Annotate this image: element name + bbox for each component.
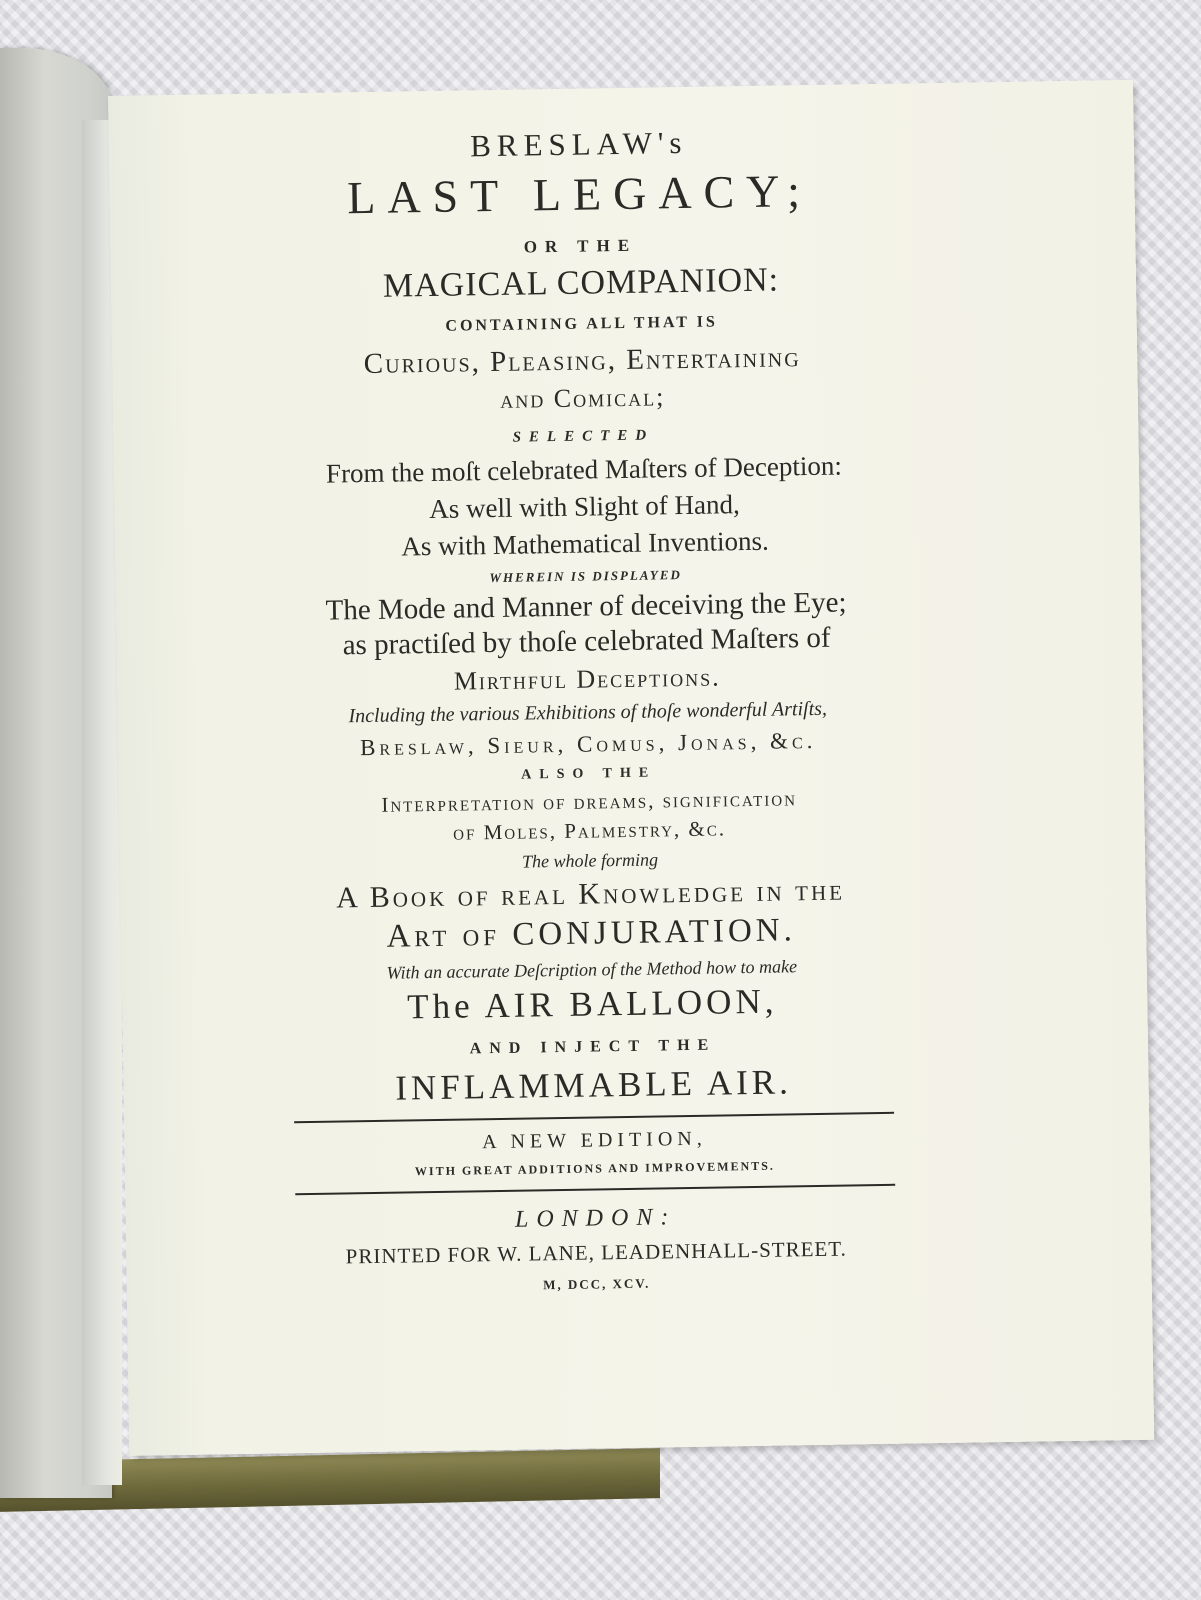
title-page	[108, 80, 1154, 1456]
title-line-artists: Breslaw, Sieur, Comus, Jonas, &c.	[359, 727, 817, 761]
title-line-also-the: ALSO THE	[521, 765, 657, 783]
imprint-city: LONDON:	[514, 1204, 677, 1233]
title-line-selected: SELECTED	[512, 427, 655, 446]
imprint-date: M, DCC, XCV.	[543, 1275, 651, 1293]
title-line-mirthful: Mirthful Deceptions.	[453, 662, 721, 696]
title-line-slight-of-hand: As well with Slight of Hand,	[429, 489, 740, 525]
title-line-last-legacy: LAST LEGACY;	[346, 164, 813, 224]
title-line-book: A Book of real Knowledge in the	[335, 873, 846, 915]
title-line-magical-companion: MAGICAL COMPANION:	[382, 261, 780, 305]
title-line-including: Including the various Exhibitions of thoſe wonderful Artiſts,	[348, 697, 828, 728]
edition-line: A NEW EDITION,	[481, 1127, 707, 1154]
rule-bottom	[295, 1184, 895, 1195]
title-line-comical: and Comical;	[500, 382, 666, 414]
title-line-inflammable: INFLAMMABLE AIR.	[395, 1062, 793, 1108]
title-line-air-balloon: The AIR BALLOON,	[406, 981, 778, 1027]
title-line-masters: From the moſt celebrated Maſters of Deception:	[325, 450, 843, 489]
title-block	[254, 124, 922, 1296]
title-line-description: With an accurate Deſcription of the Method how to make	[386, 956, 798, 983]
title-line-wherein: WHEREIN IS DISPLAYED	[489, 567, 682, 586]
title-line-breslaws: BRESLAW's	[469, 124, 688, 164]
title-line-containing: CONTAINING ALL THAT IS	[445, 313, 718, 335]
title-line-interpretation: Interpretation of dreams, signification	[381, 786, 798, 817]
title-line-practised: as practiſed by thoſe celebrated Maſters of	[342, 621, 831, 662]
title-line-whole-forming: The whole forming	[521, 849, 659, 872]
title-line-curious: Curious, Pleasing, Entertaining	[363, 341, 801, 381]
title-line-conjuration: Art of CONJURATION.	[386, 912, 797, 955]
title-line-mathematical: As with Mathematical Inventions.	[401, 525, 770, 562]
title-line-or-the: OR THE	[523, 235, 638, 257]
title-line-inject: AND INJECT THE	[469, 1036, 717, 1058]
title-line-mode-manner: The Mode and Manner of deceiving the Eye;	[325, 586, 847, 627]
imprint-printer: PRINTED FOR W. LANE, LEADENHALL-STREET.	[345, 1236, 847, 1269]
rule-top	[294, 1112, 894, 1123]
title-line-moles: of Moles, Palmestry, &c.	[452, 816, 727, 845]
additions-line: WITH GREAT ADDITIONS AND IMPROVEMENTS.	[414, 1158, 775, 1179]
